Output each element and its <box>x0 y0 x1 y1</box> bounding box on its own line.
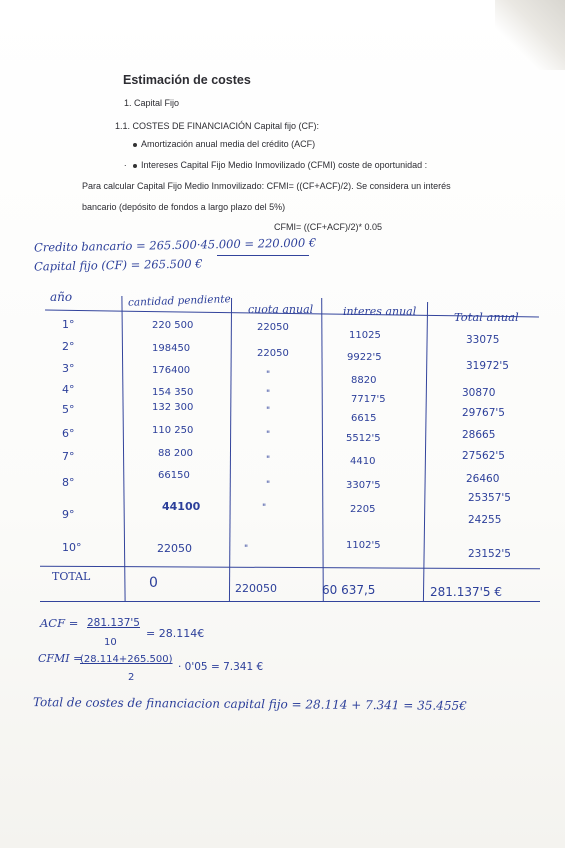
table-cell-year: 10° <box>62 541 82 554</box>
table-cell-year: 4° <box>62 383 75 396</box>
table-col-rule <box>229 298 232 602</box>
section-capital-fijo: 1. Capital Fijo <box>124 98 180 108</box>
table-cell-pending: 176400 <box>152 365 191 376</box>
table-cell-pending: 88 200 <box>158 448 193 459</box>
table-cell-quota: " <box>266 455 271 465</box>
table-cell-interest: 2205 <box>350 504 376 515</box>
section-costes-financiacion: 1.1. COSTES DE FINANCIACIÓN Capital fijo (CF): <box>115 121 320 131</box>
table-cell-pending: 198450 <box>152 343 191 354</box>
table-total-pending: 0 <box>149 575 158 591</box>
table-cell-year: 2° <box>62 340 75 353</box>
table-cell-interest: 6615 <box>351 413 377 424</box>
acf-denominator: 10 <box>104 637 117 648</box>
table-cell-pending: 154 350 <box>152 387 194 398</box>
table-cell-quota: " <box>244 544 249 554</box>
table-header-annual-interest: interes anual <box>343 305 417 318</box>
table-cell-quota: " <box>262 503 267 513</box>
bullet-acf: Amortización anual media del crédito (ACF) <box>141 139 316 149</box>
table-cell-interest: 5512'5 <box>346 433 381 444</box>
table-cell-interest: 4410 <box>350 456 376 467</box>
total-financing-cost-line: Total de costes de financiacion capital fijo = 28.114 + 7.341 = 35.455€ <box>32 695 467 713</box>
table-header-annual-total: Total anual <box>454 310 519 324</box>
doc-title: Estimación de costes <box>123 73 251 87</box>
table-cell-total: 24255 <box>468 514 502 526</box>
table-cell-total: 26460 <box>466 473 500 485</box>
table-cell-total: 23152'5 <box>468 548 511 560</box>
table-cell-interest: 7717'5 <box>351 394 386 405</box>
table-cell-quota: 22050 <box>257 348 289 359</box>
table-cell-pending: 44100 <box>162 500 201 513</box>
bullet-dot <box>133 164 137 168</box>
table-total-label: TOTAL <box>52 570 91 583</box>
table-header-pending: cantidad pendiente <box>127 293 231 309</box>
table-total-interest: 60 637,5 <box>322 583 376 597</box>
handwritten-capital-line: Capital fijo (CF) = 265.500 € <box>33 256 203 274</box>
table-col-rule <box>321 298 324 602</box>
table-cell-interest: 9922'5 <box>347 352 382 363</box>
cfmi-formula: CFMI= ((CF+ACF)/2)* 0.05 <box>274 222 383 232</box>
table-cell-quota: " <box>266 370 271 380</box>
cfmi-denominator: 2 <box>128 672 135 683</box>
table-cell-pending: 220 500 <box>152 320 194 331</box>
cfmi-label: CFMI = <box>38 652 83 665</box>
table-col-rule <box>121 296 125 602</box>
paragraph-line-1: Para calcular Capital Fijo Medio Inmovilizado: CFMI= ((CF+ACF)/2). Se considera un interés <box>82 181 451 191</box>
paragraph-line-2: bancario (depósito de fondos a largo plazo del 5%) <box>82 202 286 212</box>
table-cell-quota: 22050 <box>257 322 289 333</box>
table-cell-year: 9° <box>62 508 75 521</box>
cfmi-result: · 0'05 = 7.341 € <box>178 661 264 673</box>
table-cell-interest: 1102'5 <box>346 540 381 551</box>
table-cell-year: 6° <box>62 427 75 440</box>
cfmi-numerator: (28.114+265.500) <box>80 654 173 665</box>
acf-label: ACF = <box>40 616 79 630</box>
table-cell-quota: " <box>266 480 271 490</box>
table-cell-year: 1° <box>62 318 75 331</box>
acf-result: = 28.114€ <box>146 627 205 640</box>
table-cell-quota: " <box>266 430 271 440</box>
table-cell-total: 30870 <box>462 387 496 399</box>
table-cell-total: 33075 <box>466 334 500 346</box>
bullet-dot <box>133 143 137 147</box>
underline <box>217 255 309 256</box>
table-col-rule <box>423 302 428 602</box>
table-cell-total: 25357'5 <box>468 492 511 504</box>
table-cell-total: 31972'5 <box>466 360 509 372</box>
table-cell-year: 8° <box>62 476 75 489</box>
table-header-annual-quota: cuota anual <box>248 303 314 316</box>
table-cell-pending: 110 250 <box>152 425 194 436</box>
table-total-quota: 220050 <box>235 582 277 595</box>
table-cell-total: 29767'5 <box>462 407 505 419</box>
table-cell-interest: 11025 <box>349 330 381 341</box>
acf-numerator: 281.137'5 <box>87 617 140 629</box>
table-cell-pending: 66150 <box>158 470 190 481</box>
table-cell-year: 7° <box>62 450 75 463</box>
table-cell-interest: 8820 <box>351 375 377 386</box>
table-cell-quota: " <box>266 406 271 416</box>
table-cell-year: 5° <box>62 403 75 416</box>
bullet-prefix: . <box>124 158 127 168</box>
table-cell-total: 27562'5 <box>462 450 505 462</box>
table-cell-total: 28665 <box>462 429 496 441</box>
handwritten-credit-line: Credito bancario = 265.500·45.000 = 220.000 € <box>33 235 317 255</box>
table-total-rule <box>40 566 540 570</box>
bullet-cfmi: Intereses Capital Fijo Medio Inmovilizado (CFMI) coste de oportunidad : <box>141 160 428 170</box>
table-total-sum: 281.137'5 € <box>430 585 503 599</box>
table-header-year: año <box>50 290 73 304</box>
table-cell-pending: 22050 <box>157 542 192 555</box>
table-bottom-rule <box>40 601 540 602</box>
page-corner-shadow <box>495 0 565 70</box>
table-cell-year: 3° <box>62 362 75 375</box>
table-cell-interest: 3307'5 <box>346 480 381 491</box>
table-cell-pending: 132 300 <box>152 402 194 413</box>
table-cell-quota: " <box>266 389 271 399</box>
